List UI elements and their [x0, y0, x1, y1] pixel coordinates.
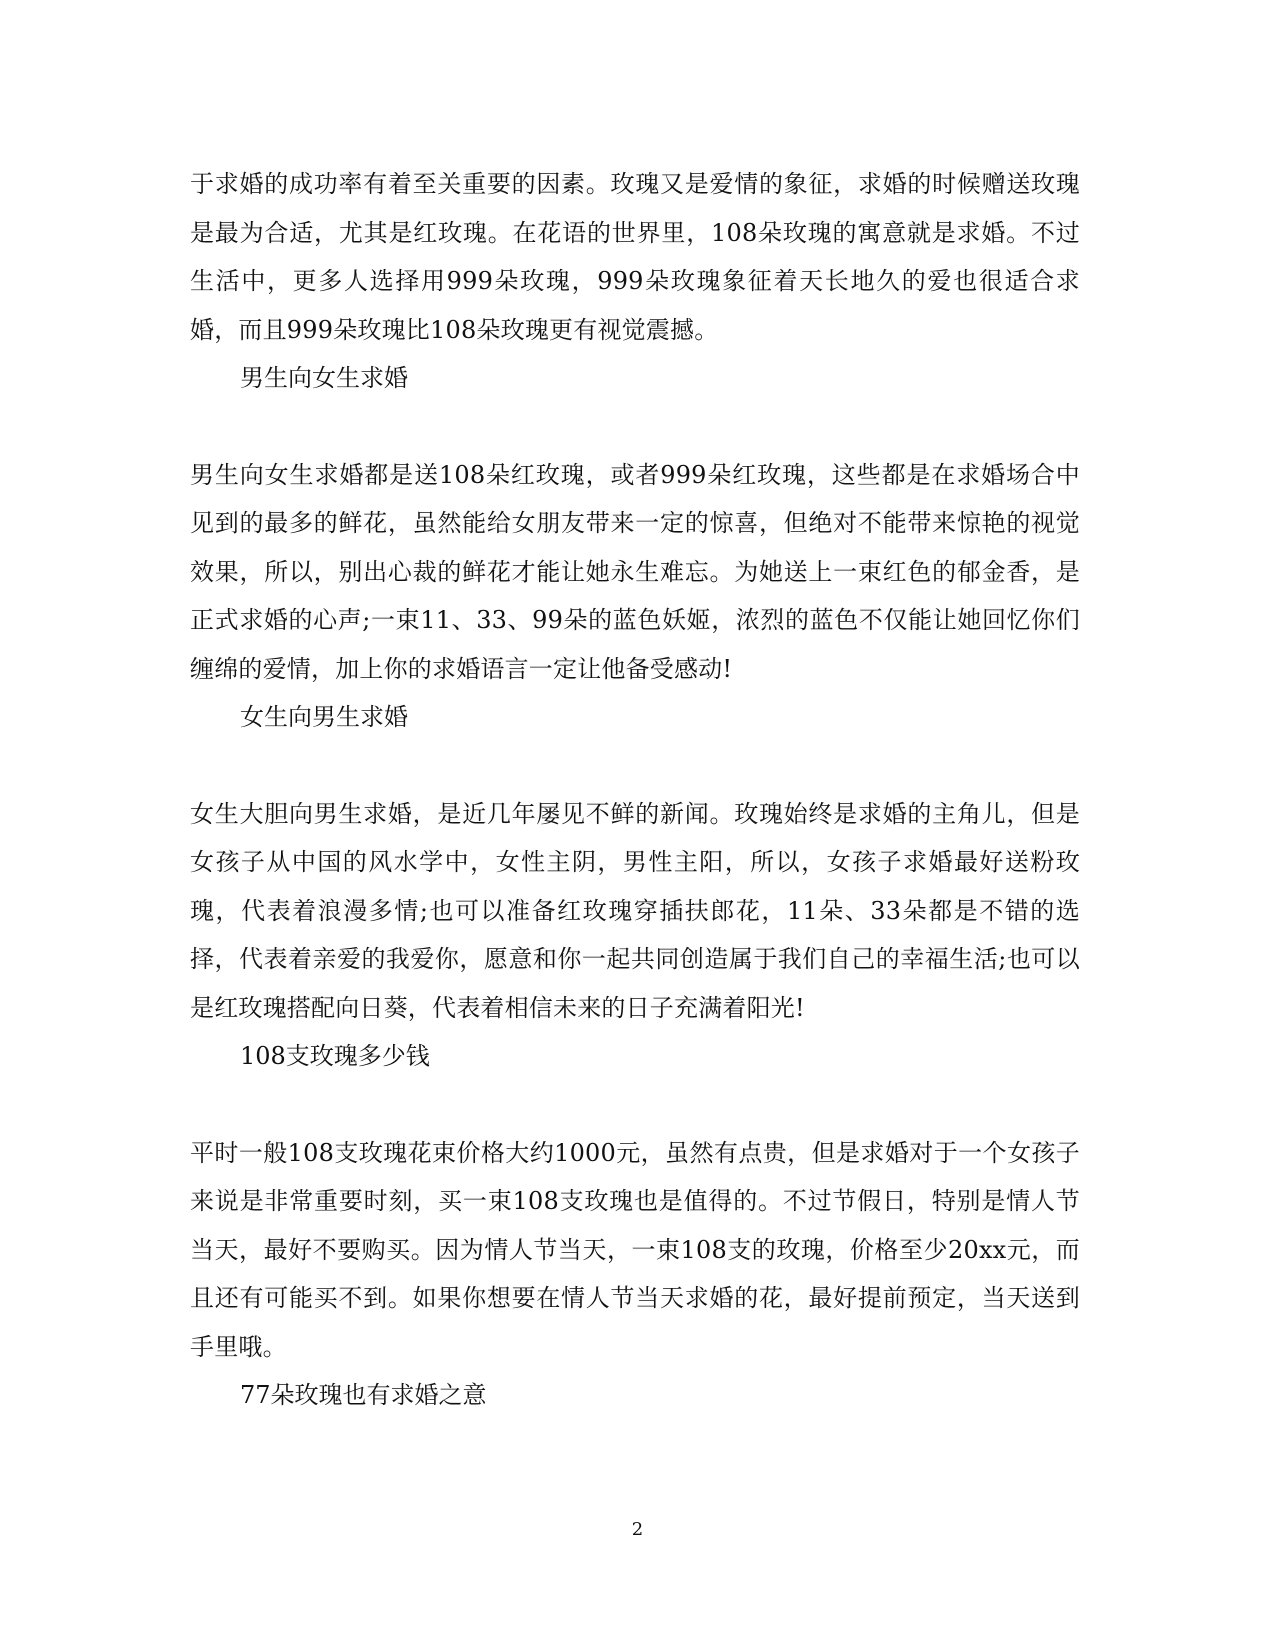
paragraph-woman-proposes: 女生大胆向男生求婚，是近几年屡见不鲜的新闻。玫瑰始终是求婚的主角儿，但是女孩子从中国的风水学中，女性主阴，男性主阳，所以，女孩子求婚最好送粉玫瑰，代表着浪漫多情;也可以准备红玫瑰穿插扶郎花，11朵、33朵都是不错的选择，代表着亲爱的我爱你，愿意和你一起共同创造属于我们自己的幸福生活;也可以是红玫瑰搭配向日葵，代表着相信未来的日子充满着阳光!: [190, 799, 1080, 1022]
section-heading-77-roses: 77朵玫瑰也有求婚之意: [240, 1381, 487, 1409]
section-heading-man-proposes: 男生向女生求婚: [240, 364, 408, 392]
section-heading-108-roses-price: 108支玫瑰多少钱: [240, 1042, 430, 1070]
section-spacer: [190, 742, 1080, 790]
document-body: [190, 160, 1080, 1420]
section-spacer: [190, 1081, 1080, 1129]
section-spacer: [190, 403, 1080, 451]
paragraph-rose-symbolism: 于求婚的成功率有着至关重要的因素。玫瑰又是爱情的象征，求婚的时候赠送玫瑰是最为合适，尤其是红玫瑰。在花语的世界里，108朵玫瑰的寓意就是求婚。不过生活中，更多人选择用999朵玫瑰，999朵玫瑰象征着天长地久的爱也很适合求婚，而且999朵玫瑰比108朵玫瑰更有视觉震撼。: [190, 170, 1080, 344]
page-number: 2: [631, 1519, 644, 1540]
paragraph-108-roses-price: 平时一般108支玫瑰花束价格大约1000元，虽然有点贵，但是求婚对于一个女孩子来说是非常重要时刻，买一束108支玫瑰也是值得的。不过节假日，特别是情人节当天，最好不要购买。因为情人节当天，一束108支的玫瑰，价格至少20xx元，而且还有可能买不到。如果你想要在情人节当天求婚的花，最好提前预定，当天送到手里哦。: [190, 1138, 1080, 1361]
paragraph-man-proposes: 男生向女生求婚都是送108朵红玫瑰，或者999朵红玫瑰，这些都是在求婚场合中见到的最多的鲜花，虽然能给女朋友带来一定的惊喜，但绝对不能带来惊艳的视觉效果，所以，别出心裁的鲜花才能让她永生难忘。为她送上一束红色的郁金香，是正式求婚的心声;一束11、33、99朵的蓝色妖姬，浓烈的蓝色不仅能让她回忆你们缠绵的爱情，加上你的求婚语言一定让他备受感动!: [190, 460, 1080, 683]
section-heading-woman-proposes: 女生向男生求婚: [240, 703, 408, 731]
